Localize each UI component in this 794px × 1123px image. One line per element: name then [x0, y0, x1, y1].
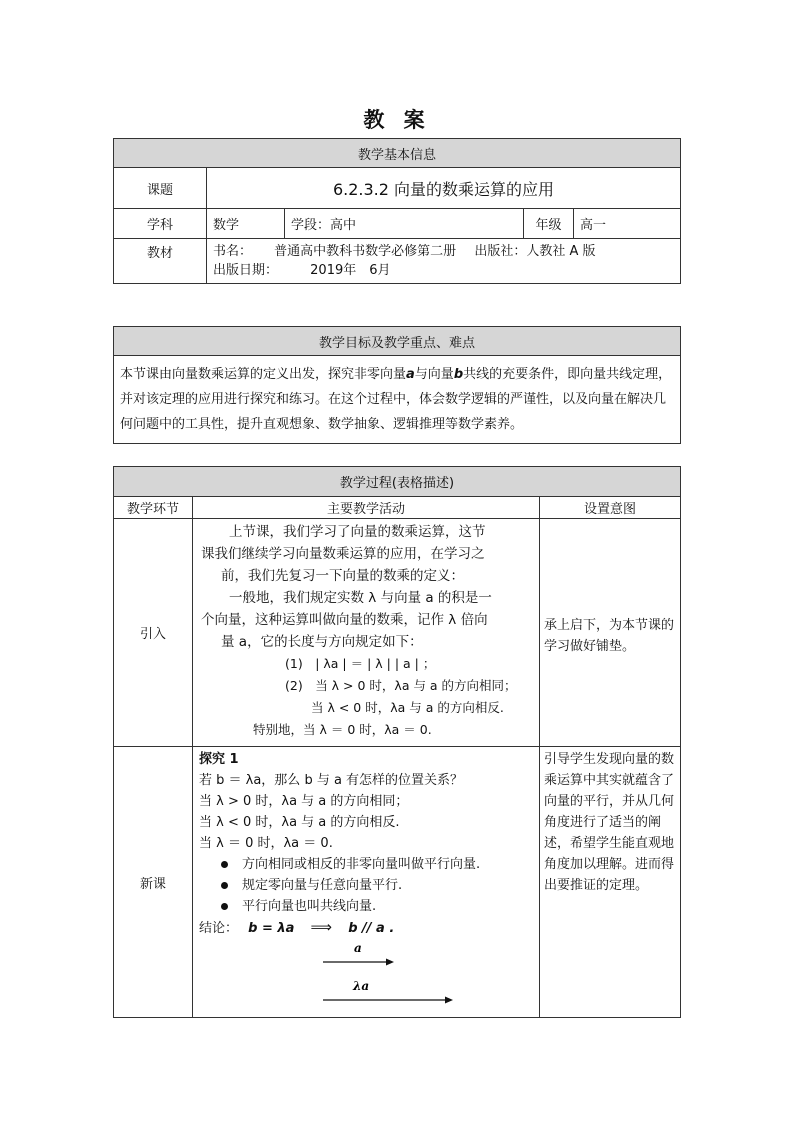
vector-la-head — [445, 997, 453, 1004]
col-stage: 教学环节 — [114, 497, 193, 519]
explore-heading: 探究 1 — [199, 752, 239, 767]
new-activity — [193, 747, 540, 1018]
book-name: 普通高中教科书数学必修第二册 — [274, 244, 457, 259]
vector-diagram — [199, 939, 499, 1009]
implies-icon: ⟹ — [310, 918, 333, 936]
subject-value: 数学 — [207, 209, 285, 239]
new-intent: 引导学生发现向量的数乘运算中其实就蕴含了向量的平行，并从几何角度进行了适当的阐述，希望学生能直观地角度加以理解。进而得出要推证的定理。 — [540, 747, 681, 1018]
new-line: 当 λ < 0 时，λa 与 a 的方向相反. — [199, 815, 400, 830]
subject-label: 学科 — [114, 209, 207, 239]
page-title: 教 案 — [363, 108, 431, 132]
new-stage: 新课 — [114, 747, 193, 1018]
bullet-item: 平行向量也叫共线向量. — [199, 896, 533, 917]
intro-line: 量 a，它的长度与方向规定如下： — [221, 634, 423, 650]
bullet-icon — [221, 861, 228, 868]
process-header: 教学过程(表格描述) — [114, 467, 681, 497]
goals-table — [113, 326, 681, 444]
new-line: 当 λ > 0 时，λa 与 a 的方向相同； — [199, 794, 409, 809]
textbook-info — [207, 239, 681, 284]
intro-line: 上节课，我们学习了向量的数乘运算，这节 — [229, 524, 486, 540]
stage-value: 学段：高中 — [285, 209, 524, 239]
topic-label: 课题 — [114, 168, 207, 209]
goals-text: 本节课由向量数乘运算的定义出发，探究非零向量a与向量b共线的充要条件，即向量共线定理，并对该定理的应用进行探究和练习。在这个过程中，体会数学逻辑的严谨性，以及向量在解决几何问题中的工具性，提升直观想象、数学抽象、逻辑推理等数学素养。 — [114, 356, 681, 444]
bullet-icon — [221, 903, 228, 910]
book-name-label: 书名： — [213, 244, 253, 259]
bullet-item: 方向相同或相反的非零向量叫做平行向量. — [199, 854, 533, 875]
intro-intent: 承上启下，为本节课的学习做好铺垫。 — [540, 519, 681, 747]
conclusion: 结论： b = λa ⟹ b // a . — [199, 918, 395, 936]
intro-line: (2) 当 λ > 0 时，λa 与 a 的方向相同； — [285, 678, 517, 693]
grade-value: 高一 — [574, 209, 681, 239]
symbol-b: b — [453, 367, 464, 382]
intro-line: 前，我们先复习一下向量的数乘的定义： — [221, 568, 464, 584]
process-table — [113, 466, 681, 1018]
grade-label: 年级 — [524, 209, 574, 239]
vector-a-label: a — [354, 941, 362, 955]
intro-line: 课我们继续学习向量数乘运算的应用，在学习之 — [201, 546, 485, 562]
col-activity: 主要教学活动 — [193, 497, 540, 519]
goals-header: 教学目标及教学重点、难点 — [114, 327, 681, 356]
symbol-a: a — [406, 367, 415, 382]
vector-la-label: λa — [353, 979, 370, 993]
intro-line: (1) | λa | ＝ | λ | | a | ； — [285, 656, 436, 671]
intro-stage: 引入 — [114, 519, 193, 747]
intro-line: 个向量，这种运算叫做向量的数乘，记作 λ 倍向 — [201, 612, 488, 628]
intro-line: 一般地，我们规定实数 λ 与向量 a 的积是一 — [229, 590, 492, 606]
basic-info-table — [113, 138, 681, 284]
bullet-item: 规定零向量与任意向量平行. — [199, 875, 533, 896]
bullet-icon — [221, 882, 228, 889]
pub-date: 2019年 6月 — [310, 263, 391, 278]
intro-activity — [193, 519, 540, 747]
intro-line: 特别地，当 λ ＝ 0 时，λa ＝ 0. — [253, 722, 432, 737]
col-intent: 设置意图 — [540, 497, 681, 519]
publisher: 出版社：人教社 A 版 — [474, 244, 596, 259]
textbook-label: 教材 — [114, 239, 207, 284]
pub-date-label: 出版日期： — [213, 263, 279, 278]
topic-value: 6.2.3.2 向量的数乘运算的应用 — [207, 168, 681, 209]
new-line: 当 λ ＝ 0 时，λa ＝ 0. — [199, 836, 333, 851]
basic-info-header: 教学基本信息 — [114, 139, 681, 168]
intro-line: 当 λ < 0 时，λa 与 a 的方向相反. — [311, 700, 504, 715]
vector-a-head — [386, 959, 394, 966]
new-line: 若 b ＝ λa，那么 b 与 a 有怎样的位置关系？ — [199, 773, 464, 788]
